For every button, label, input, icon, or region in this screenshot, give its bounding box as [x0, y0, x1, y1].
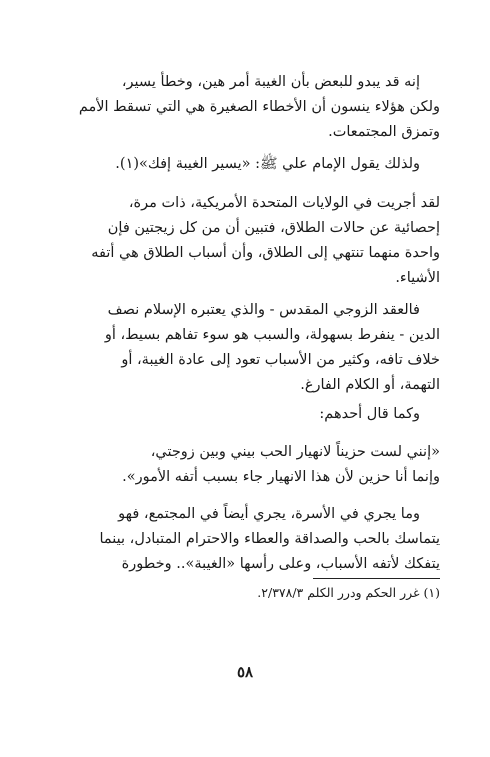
text-line: وإنما أنا حزين لأن هذا الانهيار جاء بسبب أتفه الأمور». — [122, 469, 440, 485]
footnote-divider — [313, 578, 440, 579]
page-number: ٥٨ — [236, 663, 254, 681]
paragraph-3 — [46, 191, 440, 291]
text-line: ولكن هؤلاء ينسون أن الأخطاء الصغيرة هي التي تسقط الأمم — [78, 99, 440, 115]
text-line: إنه قد يبدو للبعض بأن الغيبة أمر هين، وخطأ يسير، — [121, 74, 420, 90]
paragraph-7 — [46, 502, 440, 577]
text-line: «إنني لست حزيناً لانهيار الحب بيني وبين زوجتي، — [150, 444, 440, 460]
text-line: الدين - ينفرط بسهولة، والسبب هو سوء تفاهم بسيط، أو — [104, 327, 440, 343]
text-line: يتماسك بالحب والصداقة والعطاء والاحترام المتبادل، بينما — [99, 531, 440, 547]
paragraph-1 — [46, 70, 440, 145]
text-line: وتمزق المجتمعات. — [328, 124, 440, 140]
footnote: (١) غرر الحكم ودرر الكلم ٢/٣٧٨/٣. — [257, 585, 440, 600]
text-line: ولذلك يقول الإمام علي ﷺ: «يسير الغيبة إفك»(١). — [115, 156, 420, 172]
text-line: فالعقد الزوجي المقدس - والذي يعتبره الإسلام نصف — [107, 302, 420, 318]
paragraph-4 — [46, 298, 440, 398]
text-line: لقد أجريت في الولايات المتحدة الأمريكية، ذات مرة، — [128, 195, 440, 211]
text-line: الأشياء. — [395, 270, 440, 286]
text-line: واحدة منهما تنتهي إلى الطلاق، وأن أسباب الطلاق هي أتفه — [91, 245, 440, 261]
quote-paragraph — [46, 440, 440, 490]
text-line: وكما قال أحدهم: — [319, 406, 420, 422]
text-line: وما يجري في الأسرة، يجري أيضاً في المجتمع، فهو — [118, 506, 420, 522]
text-line: خلاف تافه، وكثير من الأسباب تعود إلى عادة الغيبة، أو — [121, 352, 440, 368]
text-line: التهمة، أو الكلام الفارغ. — [300, 377, 440, 393]
paragraph-5 — [46, 402, 440, 427]
text-line: يتفكك لأتفه الأسباب، وعلى رأسها «الغيبة».. وخطورة — [121, 556, 440, 572]
text-line: إحصائية عن حالات الطلاق، فتبين أن من كل زيجتين فإن — [107, 220, 440, 236]
paragraph-2 — [46, 152, 440, 177]
